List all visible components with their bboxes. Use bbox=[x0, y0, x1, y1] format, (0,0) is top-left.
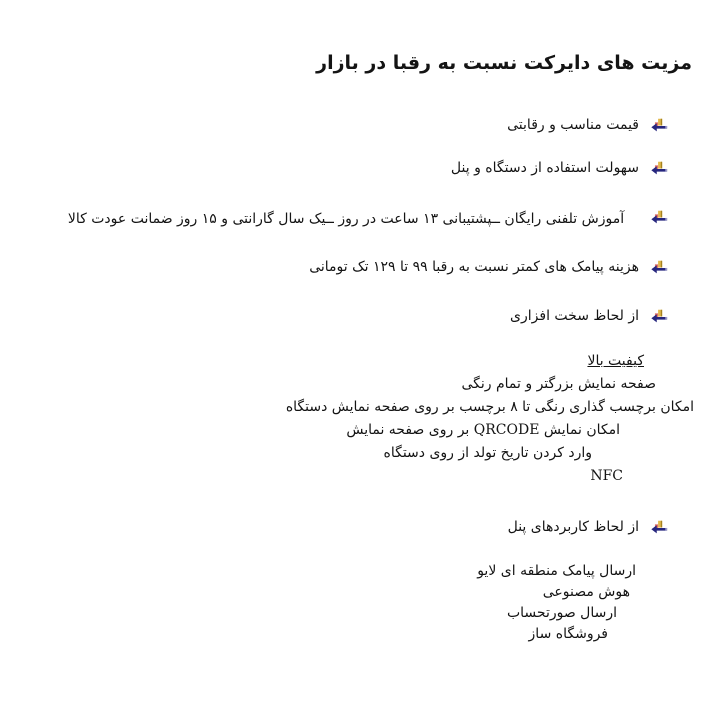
bullet-item bbox=[0, 518, 724, 537]
page-title: مزیت های دایرکت نسبت به رقبا در بازار bbox=[316, 52, 692, 74]
bullet-text: قیمت مناسب و رقابتی bbox=[507, 117, 639, 133]
bullet-text: هزینه پیامک های کمتر نسبت به رقبا ۹۹ تا ۱۲۹ تک تومانی bbox=[309, 259, 639, 275]
bullet-item bbox=[0, 208, 724, 231]
panel-feature-line: فروشگاه ساز bbox=[528, 626, 608, 642]
bullet-text: آموزش تلفنی رایگان ــپشتیبانی ۱۳ ساعت در روز ــیک سال گارانتی و ۱۵ روز ضمانت عودت کالا bbox=[67, 211, 625, 227]
bullet-item bbox=[0, 159, 724, 178]
panel-feature-list bbox=[0, 561, 724, 645]
dart-bullet-icon bbox=[650, 161, 668, 176]
bullet-text: از لحاظ سخت افزاری bbox=[510, 308, 639, 324]
bullet-item bbox=[0, 307, 724, 326]
dart-bullet-icon bbox=[650, 520, 668, 535]
bullet-text: سهولت استفاده از دستگاه و پنل bbox=[450, 160, 639, 176]
dart-bullet-icon bbox=[650, 210, 668, 225]
hardware-feature-line: امکان برچسب گذاری رنگی تا ۸ برچسب بر روی صفحه نمایش دستگاه bbox=[285, 399, 694, 415]
panel-feature-line: ارسال پیامک منطقه ای لایو bbox=[477, 563, 636, 579]
hardware-feature-line: NFC bbox=[590, 468, 623, 484]
hardware-feature-list bbox=[0, 350, 724, 488]
hardware-feature-line: وارد کردن تاریخ تولد از روی دستگاه bbox=[383, 445, 592, 461]
hardware-feature-line: امکان نمایش QRCODE بر روی صفحه نمایش bbox=[346, 422, 620, 438]
dart-bullet-icon bbox=[650, 309, 668, 324]
hardware-feature-line: کیفیت بالا bbox=[587, 353, 644, 369]
bullet-item bbox=[0, 116, 724, 135]
panel-feature-line: ارسال صورتحساب bbox=[506, 605, 617, 621]
hardware-feature-line: صفحه نمایش بزرگتر و تمام رنگی bbox=[461, 376, 656, 392]
dart-bullet-icon bbox=[650, 260, 668, 275]
dart-bullet-icon bbox=[650, 118, 668, 133]
bullet-text: از لحاظ کاربردهای پنل bbox=[507, 519, 639, 535]
bullet-item bbox=[0, 258, 724, 277]
panel-feature-line: هوش مصنوعی bbox=[542, 584, 630, 600]
